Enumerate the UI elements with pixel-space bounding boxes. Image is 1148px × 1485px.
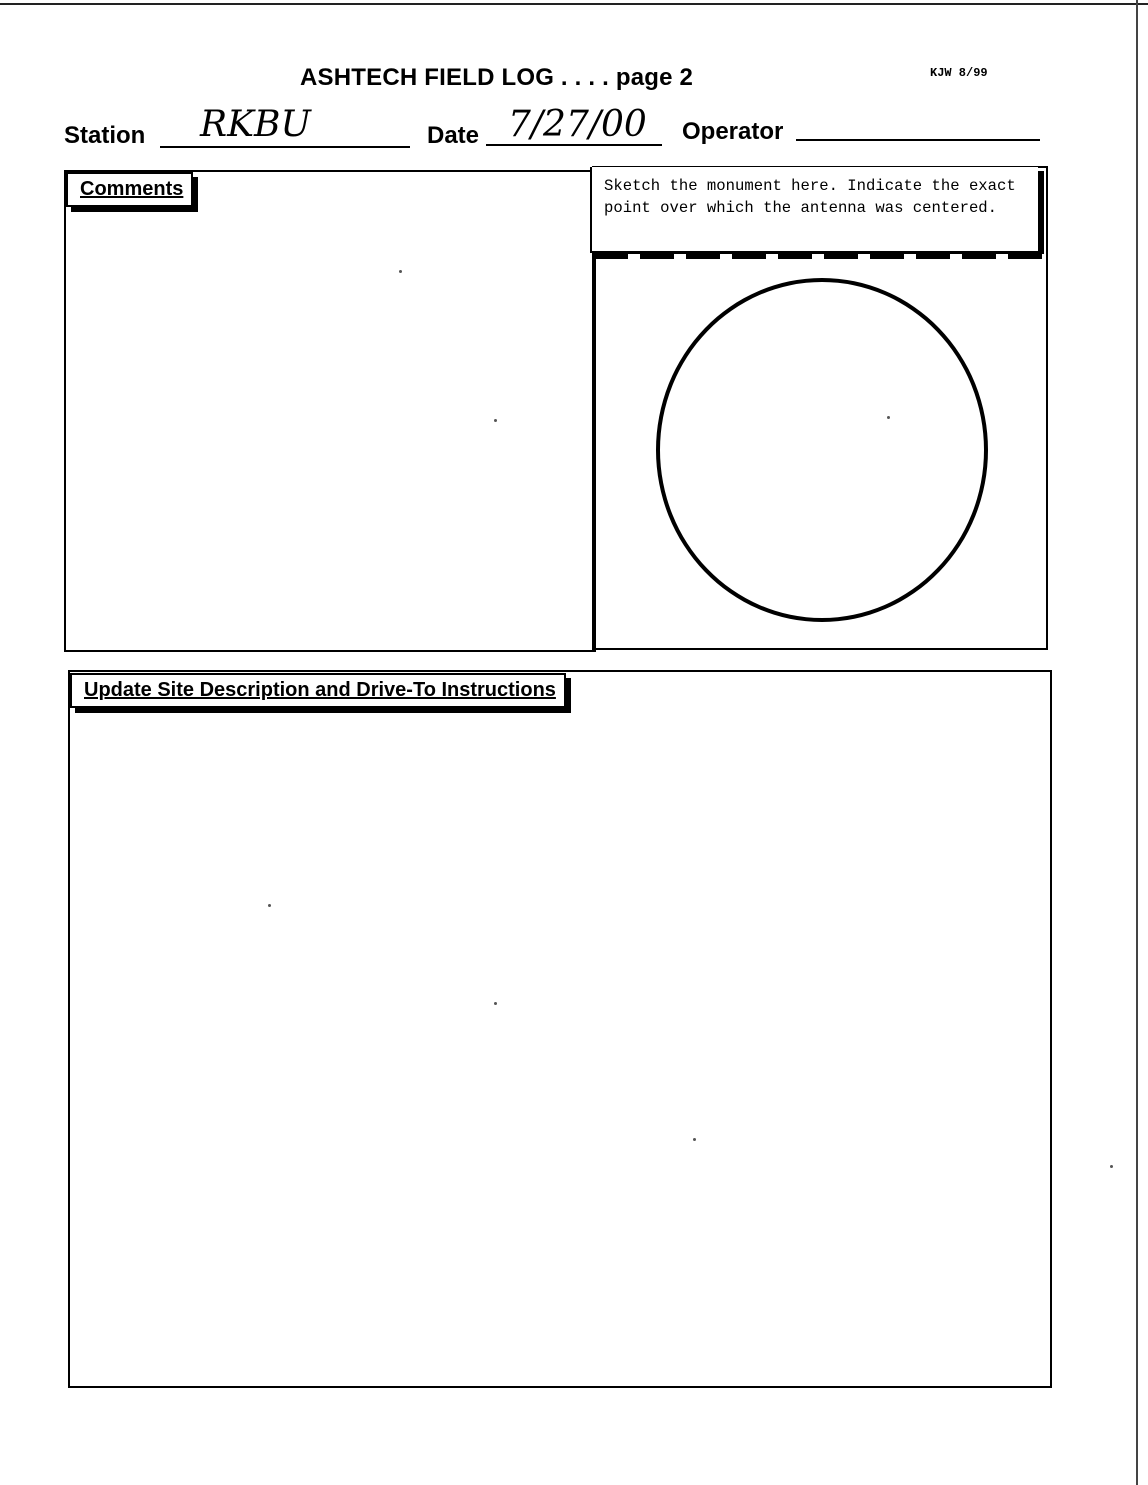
operator-label: Operator bbox=[682, 118, 784, 145]
revision-code: KJW 8/99 bbox=[930, 66, 988, 80]
comments-label: Comments bbox=[66, 172, 193, 207]
page-title: ASHTECH FIELD LOG . . . . page 2 bbox=[300, 64, 694, 91]
station-label: Station bbox=[64, 122, 146, 149]
scan-speck bbox=[1110, 1165, 1113, 1168]
comments-box[interactable] bbox=[64, 170, 596, 652]
scan-speck bbox=[887, 416, 890, 419]
scan-speck bbox=[268, 904, 271, 907]
page-edge-right bbox=[1136, 0, 1138, 1485]
sketch-divider bbox=[594, 254, 1044, 259]
page-edge-top bbox=[0, 3, 1148, 5]
station-field[interactable]: RKBU bbox=[200, 104, 311, 145]
site-description-label: Update Site Description and Drive-To Instructions bbox=[70, 673, 566, 708]
operator-field[interactable] bbox=[796, 139, 1040, 141]
date-field[interactable]: 7/27/00 bbox=[508, 104, 647, 145]
monument-circle bbox=[656, 278, 988, 622]
sketch-instructions: Sketch the monument here. Indicate the exact point over which the antenna was centered. bbox=[590, 167, 1038, 253]
station-underline bbox=[160, 146, 410, 148]
date-label: Date bbox=[427, 122, 480, 149]
scan-speck bbox=[399, 270, 402, 273]
site-description-box[interactable] bbox=[68, 670, 1052, 1388]
scan-speck bbox=[494, 1002, 497, 1005]
scan-speck bbox=[693, 1138, 696, 1141]
scan-speck bbox=[494, 419, 497, 422]
